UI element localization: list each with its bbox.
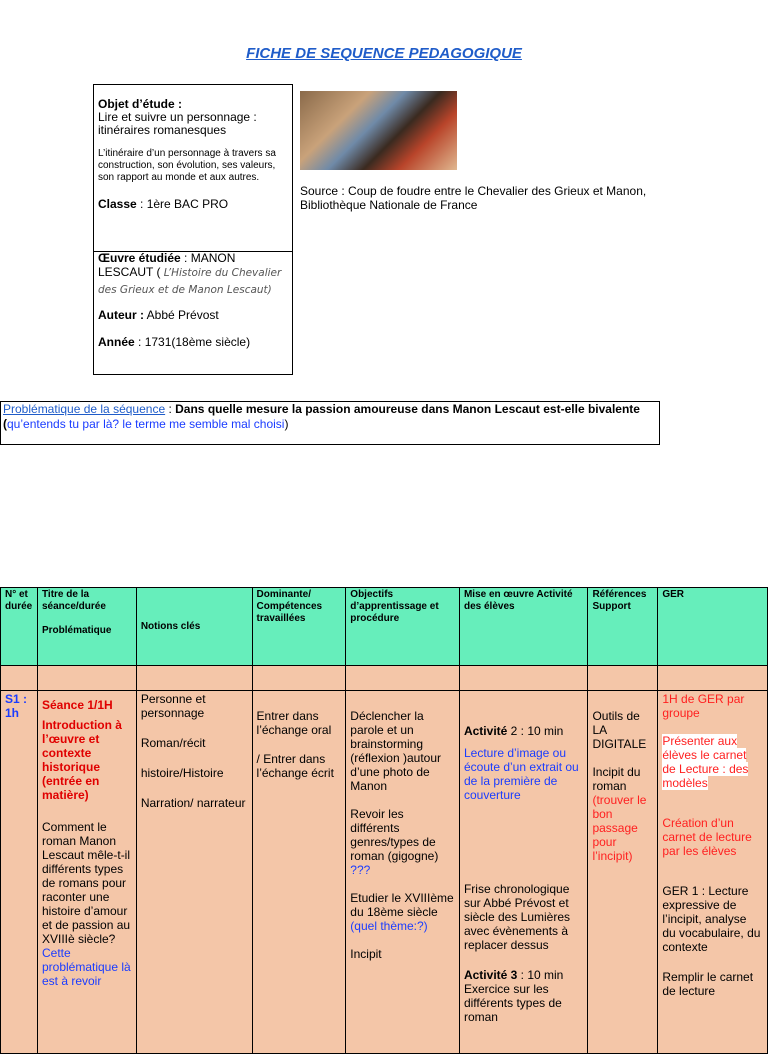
objectif-2-comment: ??? — [350, 863, 371, 877]
objectif-3-comment: (quel thème:?) — [350, 919, 428, 933]
activite-2-label: Activité — [463, 724, 508, 738]
table-header-row — [1, 588, 768, 666]
row-objectifs — [346, 691, 460, 1054]
ger-5: Remplir le carnet de lecture — [662, 970, 754, 998]
problematique-label[interactable]: Problématique de la séquence — [3, 402, 166, 416]
reference-2-comment: (trouver le bon passage pour l’incipit) — [592, 793, 647, 863]
row-dominante — [252, 691, 346, 1054]
classe-value: : 1ère BAC PRO — [136, 197, 229, 211]
seance-question: Comment le roman Manon Lescaut mêle-t-il différents types de romans pour raconter une histoire d’amour et de passion au XVIIIè siècle? — [41, 820, 131, 946]
row-mise-en-oeuvre — [459, 691, 587, 1054]
header-titre-line1: Titre de la séance/durée — [41, 589, 106, 612]
notion-item: histoire/Histoire — [140, 766, 224, 780]
objectif-3: Etudier le XVIIIème du 18ème siècle — [350, 891, 454, 919]
problematique-question: Dans quelle mesure la passion amoureuse dans Manon Lescaut est-elle bivalente ( — [3, 402, 640, 431]
objectif-2: Revoir les différents genres/types de roman (gigogne) — [350, 807, 439, 863]
activite-2-desc: Lecture d’image ou écoute d’un extrait ou de la première de couverture — [463, 746, 579, 802]
header-mise: Mise en œuvre Activité des élèves — [459, 588, 587, 666]
ger-1: 1H de GER par groupe — [662, 692, 745, 720]
notion-item: Personne et personnage — [140, 692, 206, 720]
activite-3-label: Activité 3 — [463, 968, 518, 982]
header-titre-line2: Problématique — [41, 625, 112, 636]
row-references — [588, 691, 658, 1054]
oeuvre-value: : MANON LESCAUT ( — [98, 251, 236, 279]
ger-3: Création d’un carnet de lecture par les élèves — [662, 816, 752, 858]
frise-text: Frise chronologique sur Abbé Prévost et siècle des Lumières avec évènements à replacer dessus — [463, 882, 571, 952]
manon-painting-image — [300, 91, 457, 170]
header-titre — [37, 588, 136, 666]
objet-label: Objet d’étude : — [98, 97, 182, 111]
objectif-1: Déclencher la parole et un brainstorming (réflexion )autour d’une photo de Manon — [350, 709, 442, 793]
image-source-caption: Source : Coup de foudre entre le Chevalier des Grieux et Manon, Bibliothèque Nationale de France — [300, 184, 647, 212]
problematique-close: ) — [284, 417, 289, 431]
problematique-comment: qu’entends tu par là? le terme me semble mal choisi — [7, 417, 285, 431]
seance-intro: Introduction à l’œuvre et contexte historique (entrée en matière) — [41, 718, 122, 802]
classe-label: Classe — [98, 197, 137, 211]
objet-desc: L’itinéraire d’un personnage à travers sa construction, son évolution, ses valeurs, son rapport au monde et aux autres. — [98, 148, 276, 183]
reference-1: Outils de LA DIGITALE — [592, 709, 647, 751]
reference-2: Incipit du roman — [592, 765, 641, 793]
header-refs: Références Support — [588, 588, 658, 666]
seance-comment: Cette problématique là est à revoir — [41, 946, 131, 988]
dominante-2: / Entrer dans l’échange écrit — [256, 752, 334, 780]
row-titre — [37, 691, 136, 1054]
auteur-label: Auteur : — [98, 308, 144, 322]
objet-text: Lire et suivre un personnage : itinéraires romanesques — [98, 110, 257, 137]
sequence-table — [0, 587, 768, 1054]
objectif-4: Incipit — [350, 947, 382, 961]
header-num: N° et durée — [1, 588, 38, 666]
oeuvre-subtitle: L’Histoire du Chevalier des Grieux et de Manon Lescaut) — [98, 267, 282, 296]
notion-item: Narration/ narrateur — [140, 796, 246, 810]
row-ger — [658, 691, 768, 1054]
table-row — [1, 691, 768, 1054]
annee-value: : 1731(18ème siècle) — [134, 335, 251, 349]
notion-item: Roman/récit — [140, 736, 206, 750]
oeuvre-label: Œuvre étudiée — [98, 251, 181, 265]
dominante-1: Entrer dans l’échange oral — [256, 709, 332, 737]
header-dominante: Dominante/ Compétences travaillées — [252, 588, 346, 666]
row-notions — [136, 691, 252, 1054]
header-notions: Notions clés — [136, 588, 252, 666]
header-objectifs: Objectifs d’apprentissage et procédure — [346, 588, 460, 666]
problematique-sep: : — [165, 402, 176, 416]
auteur-value: Abbé Prévost — [144, 308, 219, 322]
oeuvre-box — [93, 252, 293, 375]
annee-label: Année — [98, 335, 135, 349]
row-num: S1 : 1h — [5, 692, 28, 720]
ger-2: Présenter aux élèves le carnet de Lecture : des modèles — [662, 734, 749, 790]
problematique-box — [0, 401, 660, 445]
page-title: FICHE DE SEQUENCE PEDAGOGIQUE — [246, 45, 522, 62]
header-ger: GER — [658, 588, 768, 666]
activite-3-desc: Exercice sur les différents types de roman — [463, 982, 562, 1024]
table-empty-row — [1, 666, 768, 691]
activite-3-value: : 10 min — [517, 968, 564, 982]
objet-etude-box — [93, 84, 293, 252]
seance-label: Séance 1/1H — [41, 698, 113, 712]
ger-4: GER 1 : Lecture expressive de l’incipit, analyse du vocabulaire, du contexte — [662, 884, 761, 954]
activite-2-value: 2 : 10 min — [507, 724, 564, 738]
